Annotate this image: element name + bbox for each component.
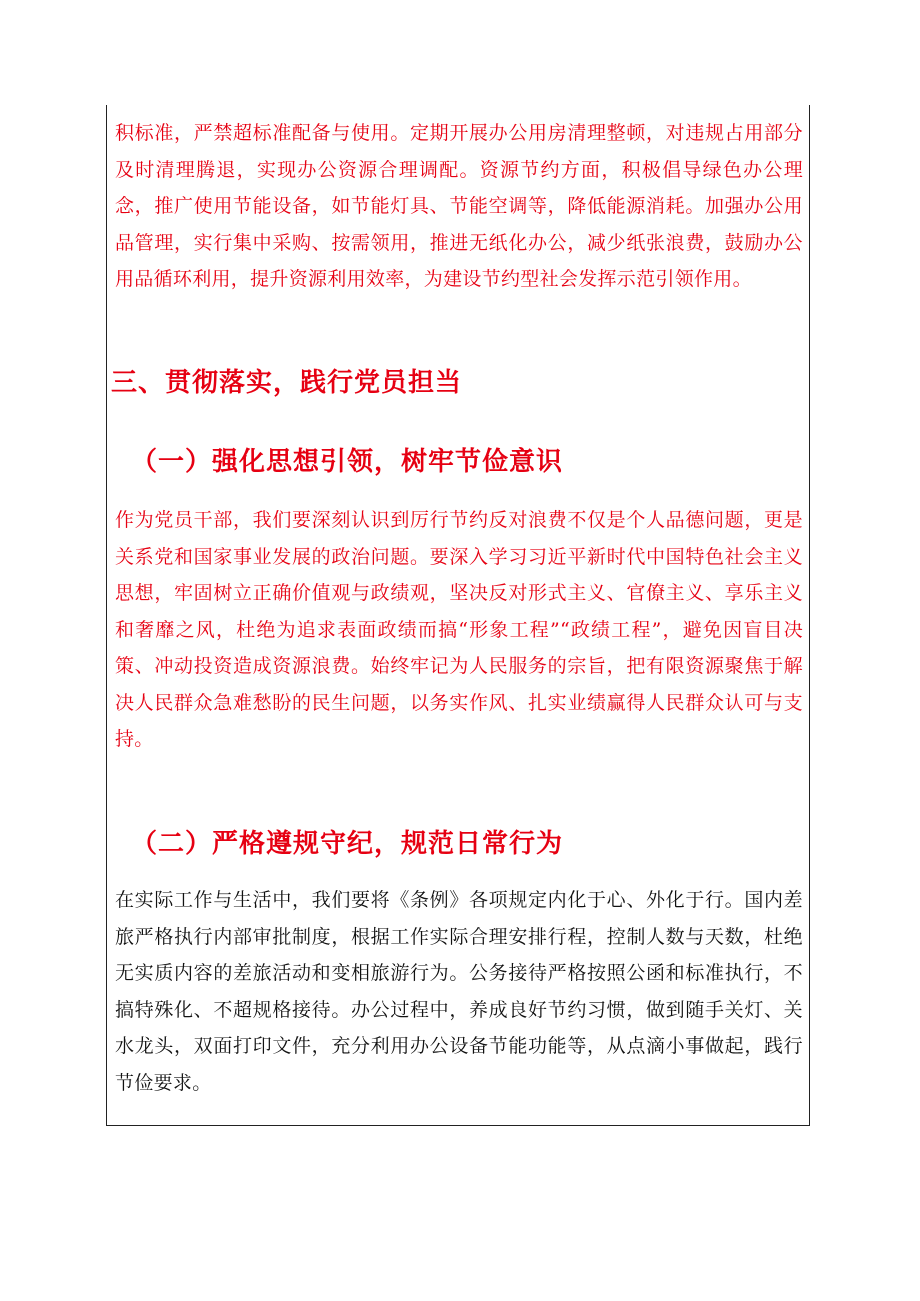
paragraph-resource-saving: 积标准，严禁超标准配备与使用。定期开展办公用房清理整顿，对违规占用部分及时清理腾退，实现办公资源合理调配。资源节约方面，积极倡导绿色办公理念，推广使用节能设备，如节能灯具、节能空调等，降低能源消耗。加强办公用品管理，实行集中采购、按需领用，推进无纸化办公，减少纸张浪费，鼓励办公用品循环利用，提升资源利用效率，为建设节约型社会发挥示范引领作用。 (115, 122, 803, 290)
paragraph-discipline: 在实际工作与生活中，我们要将《条例》各项规定内化于心、外化于行。国内差旅严格执行内部审批制度，根据工作实际合理安排行程，控制人数与天数，杜绝无实质内容的差旅活动和变相旅游行为。公务接待严格按照公函和标准执行，不搞特殊化、不超规格接待。办公过程中，养成良好节约习惯，做到随手关灯、关水龙头，双面打印文件，充分利用办公设备节能功能等，从点滴小事做起，践行节俭要求。 (115, 889, 803, 1094)
section-heading-3: 三、贯彻落实，践行党员担当 (111, 368, 463, 398)
subsection-heading-2: （二）严格遵规守纪，规范日常行为 (131, 829, 564, 859)
paragraph-ideology: 作为党员干部，我们要深刻认识到厉行节约反对浪费不仅是个人品德问题，更是关系党和国家事业发展的政治问题。要深入学习习近平新时代中国特色社会主义思想，牢固树立正确价值观与政绩观，坚决反对形式主义、官僚主义、享乐主义和奢靡之风，杜绝为追求表面政绩而搞“形象工程”“政绩工程”，避免因盲目决策、冲动投资造成资源浪费。始终牢记为人民服务的宗旨，把有限资源聚焦于解决人民群众急难愁盼的民生问题，以务实作风、扎实业绩赢得人民群众认可与支持。 (115, 509, 803, 750)
document-frame (106, 105, 810, 1126)
subsection-heading-1: （一）强化思想引领，树牢节俭意识 (131, 447, 564, 477)
